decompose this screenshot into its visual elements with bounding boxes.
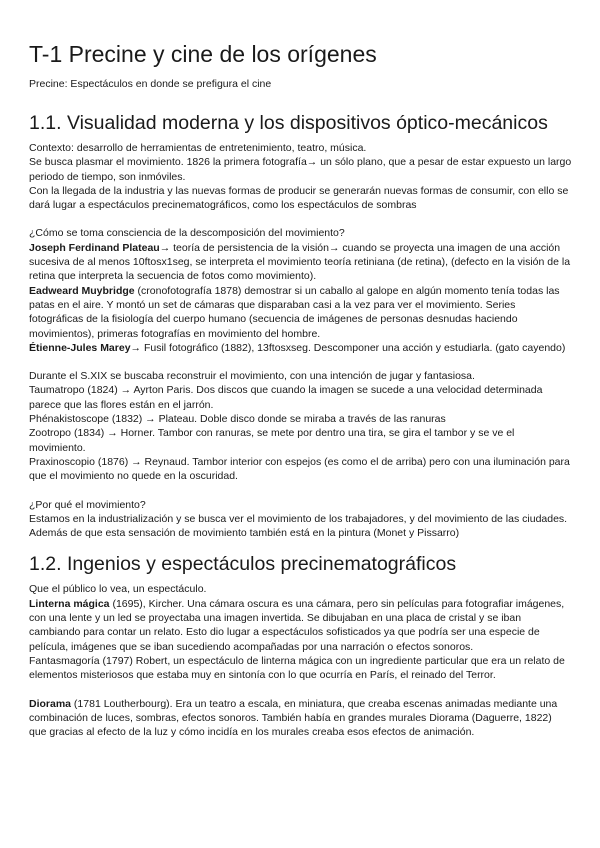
context-paragraph: Contexto: desarrollo de herramientas de entretenimiento, teatro, música. — [29, 142, 367, 154]
diorama-name: Diorama — [29, 697, 72, 710]
marey-text: → Fusil fotográfico (1882), 13ftosxseg. Descomponer una acción y estudiarla. (gato cayendo) — [130, 341, 566, 354]
taumatropo-paragraph: Taumatropo (1824) → Ayrton Paris. Dos discos que cuando la imagen se sucede a una velocidad determinada parece que las flores están en el jarrón. — [29, 384, 543, 411]
marey-name: Étienne-Jules Marey — [29, 341, 131, 354]
linterna-paragraph — [29, 597, 572, 654]
paragraph-movement: Se busca plasmar el movimiento. 1826 la primera fotografía→ un sólo plano, que a pesar de estar expuesto un largo periodo de tiempo, son inmóviles. — [29, 156, 572, 183]
muybridge-name: Eadweard Muybridge — [29, 284, 135, 297]
marey-paragraph — [29, 341, 572, 355]
paragraph-industry: Con la llegada de la industria y las nuevas formas de producir se generarán nuevas formas de consumir, con ello se dará lugar a espectáculos precinematográficos, como los espectáculos de sombras — [29, 184, 569, 212]
muybridge-text: (cronofotografía 1878) demostrar si un caballo al galope en algún momento tenía todas las patas en el aire. Y montó un set de cámaras que disparaban casi a la vez para ver el movimiento. Series fotográficas de la fisiología del cuerpo humano (secuencia de imágenes de personas desnudas haciendo movimientos), primeras fotografías en movimiento del hombre. — [29, 284, 560, 340]
praxinoscopio-paragraph: Praxinoscopio (1876) → Reynaud. Tambor interior con espejos (es como el de arriba) pero con una iluminación para que el movimiento no quede en la oscuridad. — [29, 455, 570, 483]
answer-why-movement: Estamos en la industrialización y se busca ver el movimiento de los trabajadores, y del movimiento de las ciudades. Además de que esta sensación de movimiento también está en la pintura (Monet y Pissarro) — [29, 512, 568, 540]
paragraph-xix: Durante el S.XIX se buscaba reconstruir el movimiento, con una intención de jugar y fantasiosa. — [29, 370, 475, 383]
muybridge-paragraph — [29, 284, 572, 341]
fantasmagoria-paragraph: Fantasmagoría (1797) Robert, un espectáculo de linterna mágica con un ingrediente particular que era un relato de elementos misteriosos que estaba muy en sintonía con lo que ocurría en París, el reinado del Terror. — [29, 654, 565, 682]
diorama-paragraph — [29, 697, 572, 740]
plateau-name: Joseph Ferdinand Plateau — [29, 241, 160, 254]
question-why-movement: ¿Por qué el movimiento? — [29, 498, 146, 511]
diorama-text: (1781 Loutherbourg). Era un teatro a escala, en miniatura, que creaba escenas animadas mediante una combinación de luces, sombras, efectos sonoros. También había en grandes murales Diorama (Daguerre, 1822) que gracias al efecto de la luz y cómo incidía en los murales creaba esos efectos de animación. — [29, 697, 558, 739]
phenakistoscope-paragraph: Phénakistoscope (1832) → Plateau. Doble disco donde se miraba a través de las ranuras — [29, 413, 446, 426]
linterna-text: (1695), Kircher. Una cámara oscura es una cámara, pero sin películas para fotografiar imágenes, con una lente y un led se proyectaba una imagen invertida. Se dibujaban en una placa de cristal y se iban cambiando para contar un relato. Esto dio lugar a espectáculos sofisticados ya que podría ser una especie de película, imágenes que se iban sucediendo acompañadas por una narración o efectos sonoros. — [29, 597, 565, 653]
section-heading-1-2: 1.2. Ingenios y espectáculos precinematográficos — [29, 553, 457, 576]
section-heading-1-1: 1.1. Visualidad moderna y los dispositivos óptico-mecánicos — [29, 112, 548, 134]
zootropo-paragraph: Zootropo (1834) → Horner. Tambor con ranuras, se mete por dentro una tira, se gira el tambor y se ve el movimiento. — [29, 427, 515, 454]
linterna-name: Linterna mágica — [29, 597, 110, 610]
page-title: T-1 Precine y cine de los orígenes — [29, 41, 377, 67]
plateau-paragraph — [29, 241, 572, 284]
page-subtitle: Precine: Espectáculos en donde se prefigura el cine — [29, 78, 272, 90]
plateau-text: → teoría de persistencia de la visión→ cuando se proyecta una imagen de una acción sucesiva de al menos 10ftosx1seg, se interpreta el movimiento teoría retiniana (de retina), (defecto en la visión de la retina que interpreta la secuencia de fotos como movimiento). — [29, 241, 571, 283]
intro-paragraph: Que el público lo vea, un espectáculo. — [29, 583, 207, 596]
question-decomposition: ¿Cómo se toma consciencia de la descomposición del movimiento? — [29, 227, 345, 240]
